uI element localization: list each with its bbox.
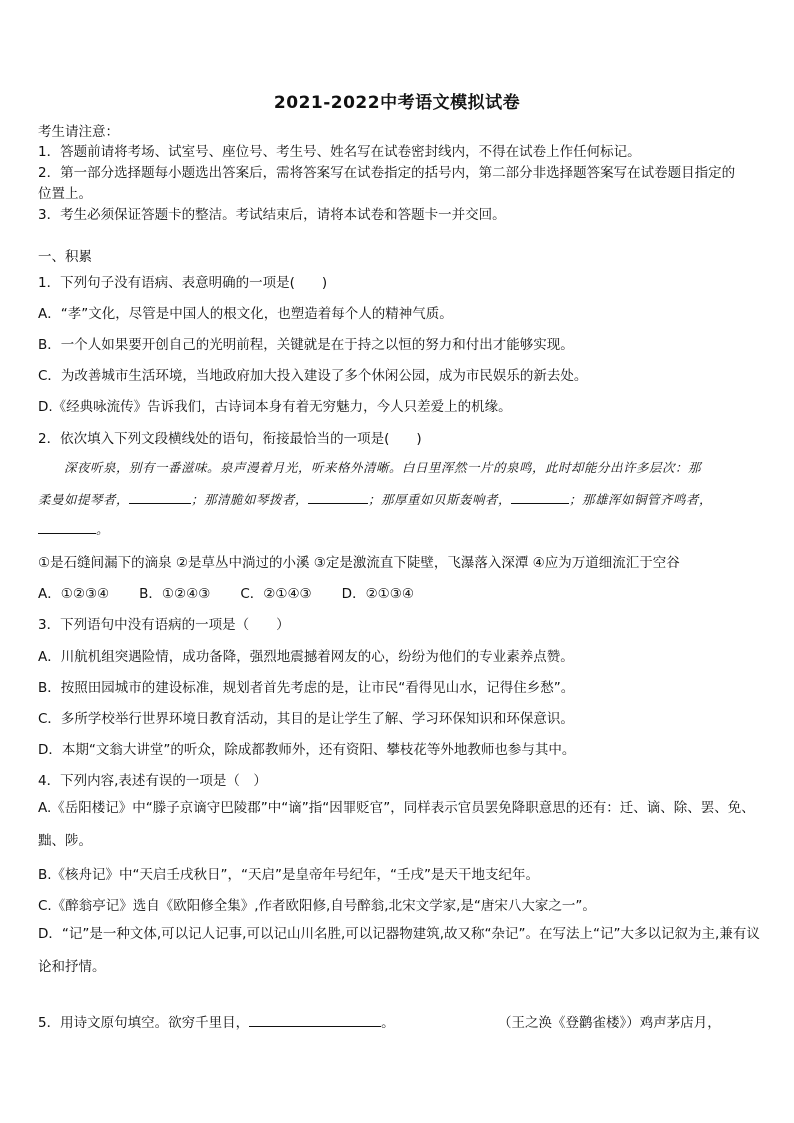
question-3-stem: 3．下列语句中没有语病的一项是（ ） xyxy=(38,617,290,633)
notice-heading: 考生请注意： xyxy=(38,124,119,140)
passage-segment: ；那雄浑如铜管齐鸣者， xyxy=(569,492,713,507)
passage-segment: 。 xyxy=(96,522,110,537)
question-4-option-a: A.《岳阳楼记》中“滕子京谪守巴陵郡”中“谪”指“因罪贬官”，同样表示官员罢免降职意思的还有：迁、谪、除、罢、免、黜、陟。 xyxy=(38,800,755,849)
question-3-option-b: B．按照田园城市的建设标准，规划者首先考虑的是，让市民“看得见山水，记得住乡愁”。 xyxy=(38,680,575,696)
question-3-option-a: A．川航机组突遇险情，成功备降，强烈地震撼着网友的心，纷纷为他们的专业素养点赞。 xyxy=(38,649,574,665)
question-2-passage-tail xyxy=(38,520,109,538)
question-2-stem: 2．依次填入下列文段横线处的语句，衔接最恰当的一项是( ) xyxy=(38,431,422,447)
question-5-stem: 5．用诗文原句填空。欲穷千里目， xyxy=(38,1015,250,1031)
answer-blank[interactable] xyxy=(129,502,191,504)
question-3-option-c: C．多所学校举行世界环境日教育活动，其目的是让学生了解、学习环保知识和环保意识。 xyxy=(38,711,574,727)
question-5-source: （王之涣《登鹳雀楼》）鸡声茅店月， xyxy=(498,1015,721,1031)
question-4-option-d: D．“记”是一种文体,可以记人记事,可以记山川名胜,可以记器物建筑,故又称“杂记”。在写法上“记”大多以记叙为主,兼有议论和抒情。 xyxy=(38,926,760,975)
question-2-option-b: B．①②④③ xyxy=(139,586,211,602)
section-title: 一、积累 xyxy=(38,249,92,265)
question-5-line xyxy=(38,1011,395,1031)
notice-item: 位置上。 xyxy=(38,186,92,202)
notice-item: 3．考生必须保证答题卡的整洁。考试结束后，请将本试卷和答题卡一并交回。 xyxy=(38,207,506,223)
question-2-option-a: A．①②③④ xyxy=(38,586,110,602)
question-2-choices: ①是石缝间漏下的滴泉 ②是草丛中淌过的小溪 ③定是激流直下陡壁，飞瀑落入深潭 ④应为万道细流汇于空谷 xyxy=(38,555,680,571)
question-1-option-d: D.《经典咏流传》告诉我们，古诗词本身有着无穷魅力，今人只差爱上的机缘。 xyxy=(38,399,512,415)
question-4-option-b: B.《核舟记》中“天启壬戌秋日”，“天启”是皇帝年号纪年，“壬戌”是天干地支纪年。 xyxy=(38,867,540,883)
notice-item: 2．第一部分选择题每小题选出答案后，需将答案写在试卷指定的括号内，第二部分非选择题答案写在试卷题目指定的 xyxy=(38,165,736,181)
question-2-option-d: D．②①③④ xyxy=(341,586,414,602)
question-2-passage: 深夜听泉，别有一番滋味。泉声漫着月光，听来格外清晰。白日里浑然一片的泉鸣，此时却能分出许多层次：那 xyxy=(64,460,702,475)
notice-item: 1．答题前请将考场、试室号、座位号、考生号、姓名写在试卷密封线内，不得在试卷上作任何标记。 xyxy=(38,144,641,160)
question-2-passage-blanks xyxy=(38,490,712,508)
question-1-option-c: C．为改善城市生活环境，当地政府加大投入建设了多个休闲公园，成为市民娱乐的新去处。 xyxy=(38,368,588,384)
answer-blank[interactable] xyxy=(38,532,96,534)
question-4-option-c: C.《醉翁亭记》选自《欧阳修全集》,作者欧阳修,自号醉翁,北宋文学家,是“唐宋八大家之一”。 xyxy=(38,898,596,914)
answer-blank[interactable] xyxy=(511,502,569,504)
question-2-option-c: C．②①④③ xyxy=(240,586,312,602)
question-1-option-b: B．一个人如果要开创自己的光明前程，关键就是在于持之以恒的努力和付出才能够实现。 xyxy=(38,337,574,353)
passage-segment: 柔曼如提琴者， xyxy=(38,492,130,507)
page-title: 2021-2022中考语文模拟试卷 xyxy=(273,93,521,113)
question-4-stem: 4．下列内容,表述有误的一项是（ ） xyxy=(38,773,267,789)
answer-blank[interactable] xyxy=(249,1025,381,1027)
answer-blank[interactable] xyxy=(308,502,368,504)
question-5-punct: 。 xyxy=(381,1015,395,1031)
question-3-option-d: D．本期“文翁大讲堂”的听众，除成都教师外，还有资阳、攀枝花等外地教师也参与其中。 xyxy=(38,742,576,758)
question-1-stem: 1．下列句子没有语病、表意明确的一项是( ) xyxy=(38,275,328,291)
question-1-option-a: A．“孝”文化，尽管是中国人的根文化，也塑造着每个人的精神气质。 xyxy=(38,306,453,322)
passage-segment: ；那清脆如琴拨者， xyxy=(191,492,309,507)
passage-segment: ；那厚重如贝斯轰响者， xyxy=(368,492,512,507)
question-2-options xyxy=(38,582,414,602)
